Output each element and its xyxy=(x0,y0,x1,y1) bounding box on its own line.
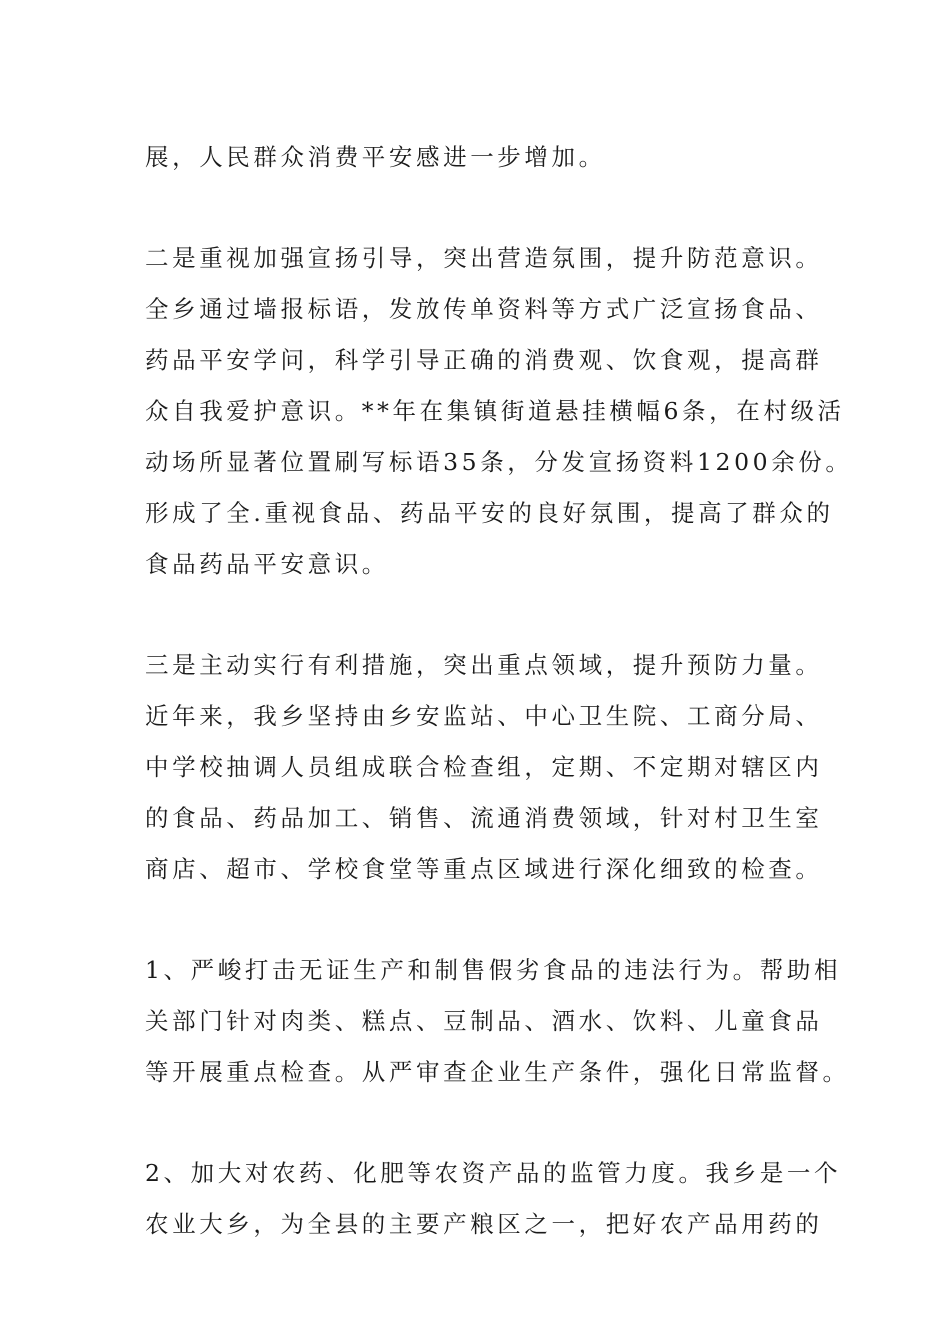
text-line: 的食品、药品加工、销售、流通消费领域，针对村卫生室 xyxy=(145,804,823,832)
paragraph-item-2 xyxy=(145,1148,842,1250)
text-line: 动场所显著位置刷写标语35条，分发宣扬资料1200余份。 xyxy=(145,448,853,476)
text-line: 二是重视加强宣扬引导，突出营造氛围，提升防范意识。 xyxy=(145,244,823,272)
text-line: 形成了全.重视食品、药品平安的良好氛围，提高了群众的 xyxy=(145,499,834,527)
document-body xyxy=(145,132,853,1300)
paragraph-intro-end xyxy=(145,132,810,183)
text-line: 关部门针对肉类、糕点、豆制品、酒水、饮料、儿童食品 xyxy=(145,1007,823,1035)
text-line: 2、加大对农药、化肥等农资产品的监管力度。我乡是一个 xyxy=(145,1159,842,1187)
text-line: 食品药品平安意识。 xyxy=(145,550,389,578)
text-line: 1、严峻打击无证生产和制售假劣食品的违法行为。帮助相 xyxy=(145,956,842,984)
text-line: 三是主动实行有利措施，突出重点领域，提升预防力量。 xyxy=(145,651,823,679)
text-line: 商店、超市、学校食堂等重点区域进行深化细致的检查。 xyxy=(145,855,823,883)
paragraph-item-1 xyxy=(145,945,850,1098)
text-line: 众自我爱护意识。**年在集镇街道悬挂横幅6条，在村级活 xyxy=(145,397,845,425)
text-line: 药品平安学问，科学引导正确的消费观、饮食观，提高群 xyxy=(145,346,823,374)
text-line: 农业大乡，为全县的主要产粮区之一，把好农产品用药的 xyxy=(145,1210,823,1238)
text-line: 展，人民群众消费平安感进一步增加。 xyxy=(145,143,606,171)
text-line: 全乡通过墙报标语，发放传单资料等方式广泛宣扬食品、 xyxy=(145,295,823,323)
text-line: 等开展重点检查。从严审查企业生产条件，强化日常监督。 xyxy=(145,1058,850,1086)
text-line: 近年来，我乡坚持由乡安监站、中心卫生院、工商分局、 xyxy=(145,702,823,730)
paragraph-measures xyxy=(145,640,823,895)
paragraph-publicity xyxy=(145,233,853,590)
text-line: 中学校抽调人员组成联合检查组，定期、不定期对辖区内 xyxy=(145,753,823,781)
